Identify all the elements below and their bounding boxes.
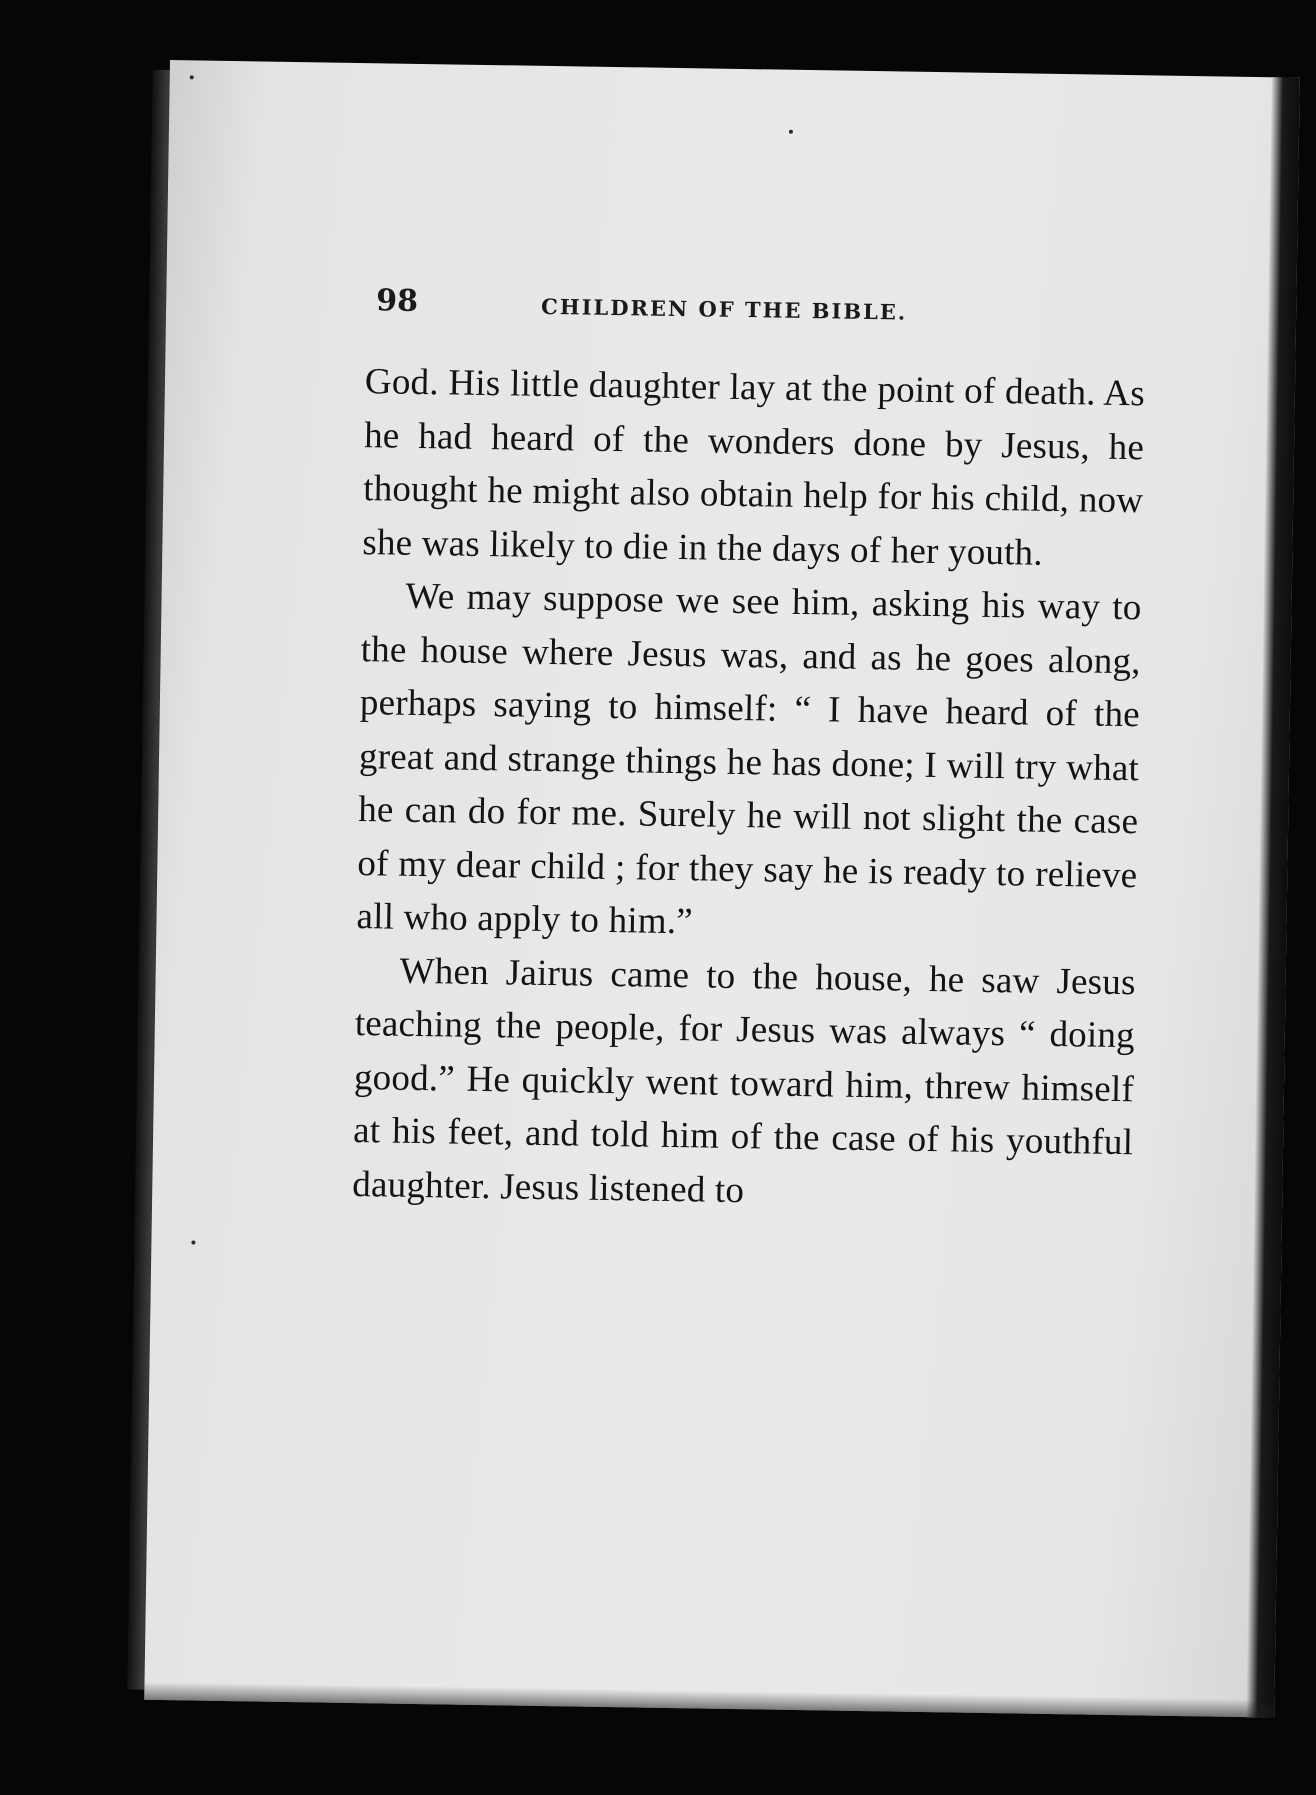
paragraph: When Jairus came to the house, he saw Jesus teaching the people, for Jesus was always “ doing good.” He quickly went toward him, threw himself at his feet, and told him of the case of his youthful daughter. Jesus listened to xyxy=(352,950,1136,1211)
page-header: CHILDREN OF THE BIBLE. xyxy=(540,293,908,325)
paragraph: God. His little daughter lay at the point of death. As he had heard of the wonders done by Jesus, he thought he might also obtain help for his child, now she was likely to die in the days of her youth. xyxy=(362,361,1146,574)
page-edge-shadow xyxy=(1246,77,1300,1717)
paragraph: We may suppose we see him, asking his way to the house where Jesus was, and as he goes along, perhaps saying to himself: “ I have heard of the great and strange things he has done; I will try what he can do for me. Surely he will not slight the case of my dear child ; for they say he is ready to relieve all who apply to him.” xyxy=(356,575,1142,943)
dust-speck xyxy=(789,130,793,134)
page-number: 98 xyxy=(375,283,419,319)
dust-speck xyxy=(190,75,194,79)
book-page xyxy=(144,60,1300,1718)
running-head xyxy=(376,283,1137,345)
body-text xyxy=(352,355,1145,1223)
dust-speck xyxy=(191,1240,195,1244)
page-bottom-shadow xyxy=(144,1682,1274,1718)
